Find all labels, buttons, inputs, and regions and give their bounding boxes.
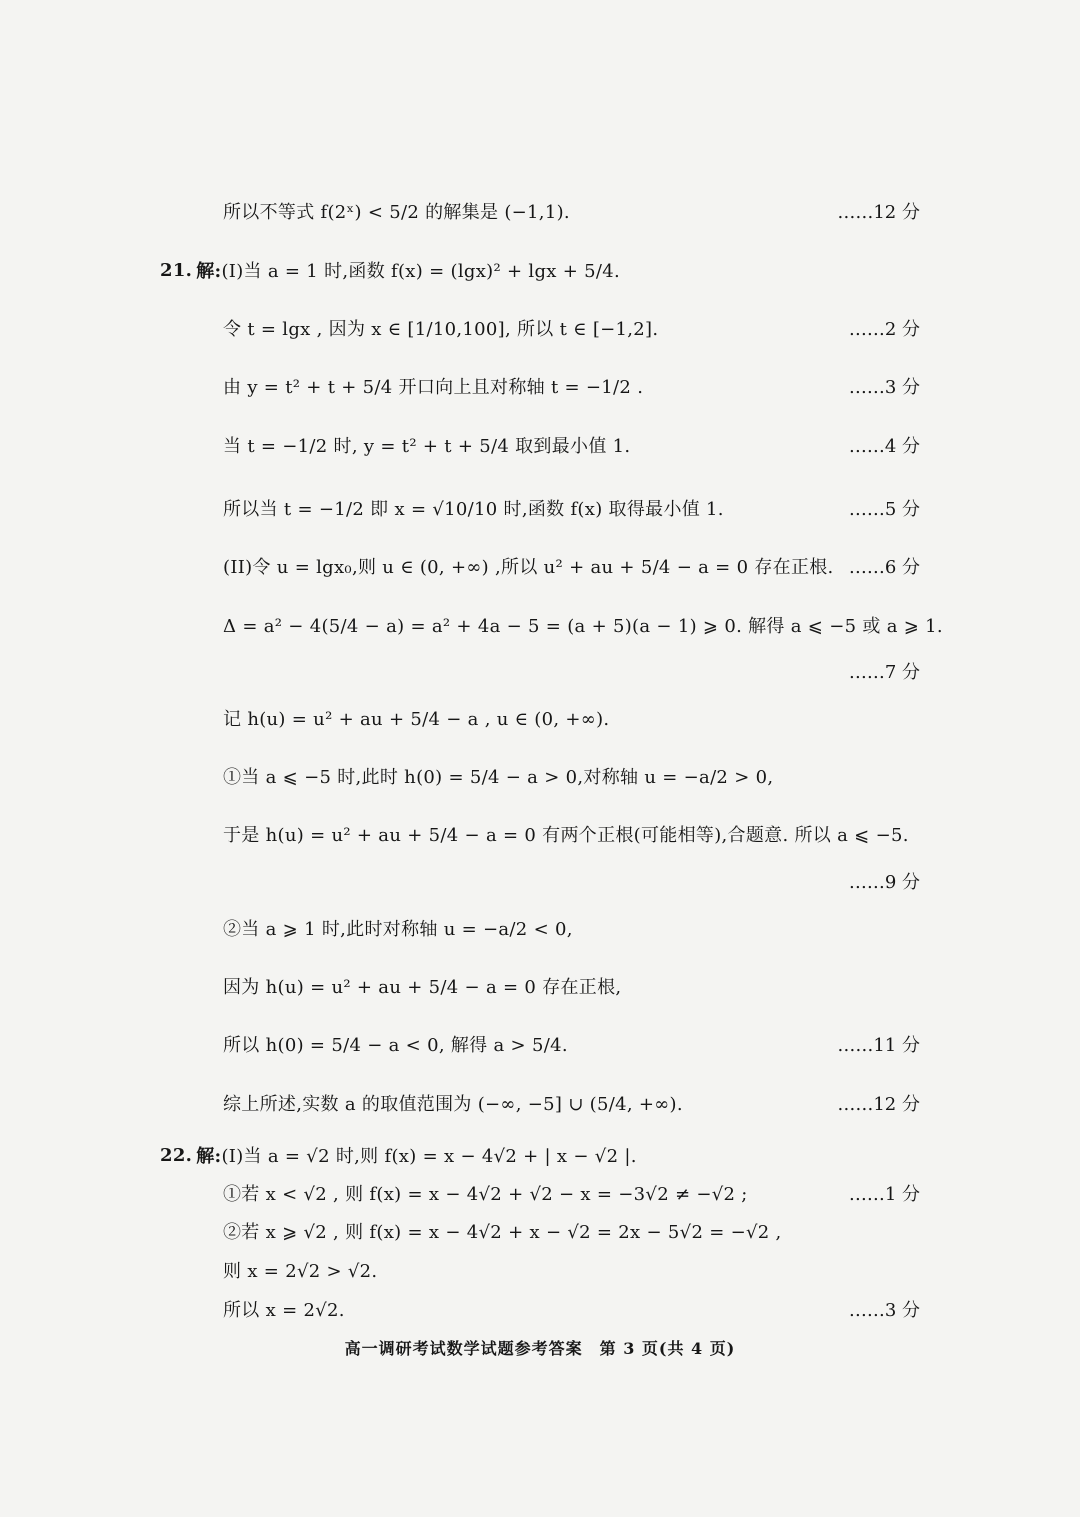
solution-line bbox=[0, 478, 1080, 538]
line-text: ②若 x ⩾ √2 , 则 f(x) = x − 4√2 + x − √2 = 2x − 5√2 = −√2 , bbox=[223, 1222, 782, 1243]
points-mark: ……5 分 bbox=[848, 499, 920, 520]
solution-label: 解: bbox=[196, 1146, 222, 1167]
solution-line bbox=[0, 746, 1080, 806]
solution-line bbox=[0, 1073, 1080, 1133]
points-mark: ……3 分 bbox=[848, 1300, 920, 1321]
line-text: 于是 h(u) = u² + au + 5/4 − a = 0 有两个正根(可能相等),合题意. 所以 a ⩽ −5. bbox=[223, 825, 909, 846]
points-mark: ……3 分 bbox=[848, 377, 920, 398]
problem-number: 22. bbox=[160, 1144, 193, 1166]
solution-line bbox=[0, 688, 1080, 748]
solution-line bbox=[0, 415, 1080, 475]
page-footer: 高一调研考试数学试题参考答案 第 3 页(共 4 页) bbox=[344, 1338, 736, 1358]
line-text: Δ = a² − 4(5/4 − a) = a² + 4a − 5 = (a + 5)(a − 1) ⩾ 0. 解得 a ⩽ −5 或 a ⩾ 1. bbox=[223, 616, 943, 637]
points-mark: ……4 分 bbox=[848, 436, 920, 457]
points-mark: ……12 分 bbox=[837, 1094, 920, 1115]
line-text: 记 h(u) = u² + au + 5/4 − a , u ∈ (0, +∞). bbox=[223, 709, 610, 730]
solution-line bbox=[0, 356, 1080, 416]
line-text: 令 t = lgx , 因为 x ∈ [1/10,100], 所以 t ∈ [−1,2]. bbox=[223, 319, 659, 340]
line-text: 因为 h(u) = u² + au + 5/4 − a = 0 存在正根, bbox=[223, 977, 622, 998]
line-text: 所以 h(0) = 5/4 − a < 0, 解得 a > 5/4. bbox=[223, 1035, 568, 1056]
line-text: ①若 x < √2 , 则 f(x) = x − 4√2 + √2 − x = −3√2 ≠ −√2 ; bbox=[223, 1184, 748, 1205]
solution-line bbox=[0, 298, 1080, 358]
points-mark: ……11 分 bbox=[837, 1035, 920, 1056]
line-text: (I)当 a = 1 时,函数 f(x) = (lgx)² + lgx + 5/4. bbox=[221, 261, 621, 282]
solution-line bbox=[0, 1014, 1080, 1074]
solution-label: 解: bbox=[196, 261, 222, 282]
line-text: ①当 a ⩽ −5 时,此时 h(0) = 5/4 − a > 0,对称轴 u = −a/2 > 0, bbox=[223, 767, 774, 788]
solution-line bbox=[0, 536, 1080, 596]
solution-line bbox=[0, 956, 1080, 1016]
points-mark: ……2 分 bbox=[848, 319, 920, 340]
line-text: 则 x = 2√2 > √2. bbox=[223, 1261, 378, 1282]
solution-line bbox=[0, 898, 1080, 958]
line-text: 所以不等式 f(2ˣ) < 5/2 的解集是 (−1,1). bbox=[223, 202, 570, 223]
line-text: 由 y = t² + t + 5/4 开口向上且对称轴 t = −1/2 . bbox=[223, 377, 644, 398]
line-text: (II)令 u = lgx₀,则 u ∈ (0, +∞) ,所以 u² + au + 5/4 − a = 0 存在正根. bbox=[223, 557, 834, 578]
solution-line bbox=[0, 181, 1080, 241]
line-text: 综上所述,实数 a 的取值范围为 (−∞, −5] ∪ (5/4, +∞). bbox=[223, 1094, 683, 1115]
line-text: 所以当 t = −1/2 即 x = √10/10 时,函数 f(x) 取得最小值 1. bbox=[223, 499, 724, 520]
line-text: (I)当 a = √2 时,则 f(x) = x − 4√2 + | x − √2 |. bbox=[221, 1146, 637, 1167]
line-text: ②当 a ⩾ 1 时,此时对称轴 u = −a/2 < 0, bbox=[223, 919, 573, 940]
points-mark: ……1 分 bbox=[848, 1184, 920, 1205]
problem-21-header bbox=[0, 240, 1080, 300]
solution-line bbox=[0, 1279, 1080, 1339]
line-text: 所以 x = 2√2. bbox=[223, 1300, 345, 1321]
line-text: 当 t = −1/2 时, y = t² + t + 5/4 取到最小值 1. bbox=[223, 436, 631, 457]
points-mark: ……12 分 bbox=[837, 202, 920, 223]
problem-number: 21. bbox=[160, 259, 193, 281]
points-mark: ……6 分 bbox=[848, 557, 920, 578]
points-mark: ……9 分 bbox=[848, 872, 920, 893]
points-mark: ……7 分 bbox=[848, 662, 920, 683]
